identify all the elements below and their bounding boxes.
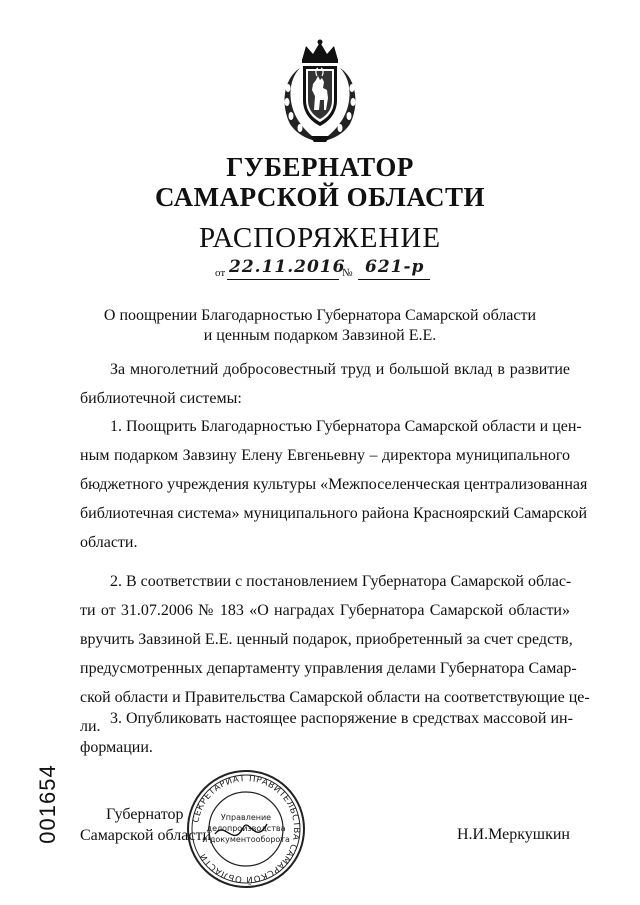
stamp-ring-text: СЕКРЕТАРИАТ ПРАВИТЕЛЬСТВА САМАРСКОЙ ОБЛАСТИ (191, 773, 302, 885)
clause-3-paragraph (80, 704, 573, 762)
text-line: библиотечная система» муниципального района Красноярский Самарской (80, 505, 588, 522)
number-underline (358, 279, 430, 280)
handwritten-number: 621-р (365, 257, 425, 277)
text-line: библиотечной системы: (80, 390, 242, 407)
stamp-inner-line-2: делопроизводства (206, 824, 286, 833)
text-line: предусмотренных департаменту управления делами Губернатора Самар- (80, 660, 577, 677)
signature-title-line-2: Самарской области (80, 827, 211, 844)
text-line: бюджетного учреждения культуры «Межпоселенческая централизованная (80, 476, 588, 493)
registration-number-text: 001654 (35, 764, 60, 844)
clause-1-paragraph (80, 412, 588, 557)
stamp-inner-line-3: и документооборота (202, 835, 290, 844)
preamble-paragraph (80, 355, 570, 413)
text-line: 3. Опубликовать настоящее распоряжение в средствах массовой ин- (110, 710, 573, 727)
number-prefix: № (342, 267, 353, 279)
text-line: вручить Завзиной Е.Е. ценный подарок, приобретенный за счет средств, (80, 631, 573, 648)
coat-of-arms-emblem (270, 38, 370, 146)
text-line: формации. (80, 739, 153, 756)
text-line: За многолетний добросовестный труд и большой вклад в развитие (110, 361, 570, 378)
subject-line-1: О поощрении Благодарностью Губернатора Самарской области (103, 307, 537, 324)
document-type-heading: РАСПОРЯЖЕНИЕ (198, 222, 442, 254)
signer-name: Н.И.Меркушкин (457, 826, 570, 843)
text-line: ным подарком Завзину Елену Евгеньевну – директора муниципального (80, 447, 570, 464)
issuer-region: САМАРСКОЙ ОБЛАСТИ (154, 182, 486, 212)
stamp-inner-line-1: Управление (220, 813, 272, 822)
subject-line-2: и ценным подарком Завзиной Е.Е. (203, 327, 437, 344)
text-line: ти от 31.07.2006 № 183 «О наградах Губернатора Самарской области» (80, 602, 570, 619)
registration-number (22, 764, 74, 844)
signature-title-line-1: Губернатор (106, 806, 184, 823)
text-line: области. (80, 534, 138, 551)
issuer-title: ГУБЕРНАТОР (226, 152, 414, 182)
official-round-stamp (185, 768, 307, 890)
text-line: ской области и Правительства Самарской области на соответствующие це- (80, 689, 590, 706)
date-prefix: от (215, 267, 226, 279)
handwritten-date: 22.11.2016 (229, 257, 346, 277)
text-line: ли. (80, 718, 101, 735)
text-line: 1. Поощрить Благодарностью Губернатора Самарской области и цен- (110, 418, 582, 435)
text-line: 2. В соответствии с постановлением Губернатора Самарской облас- (110, 573, 572, 590)
date-underline (227, 279, 339, 280)
